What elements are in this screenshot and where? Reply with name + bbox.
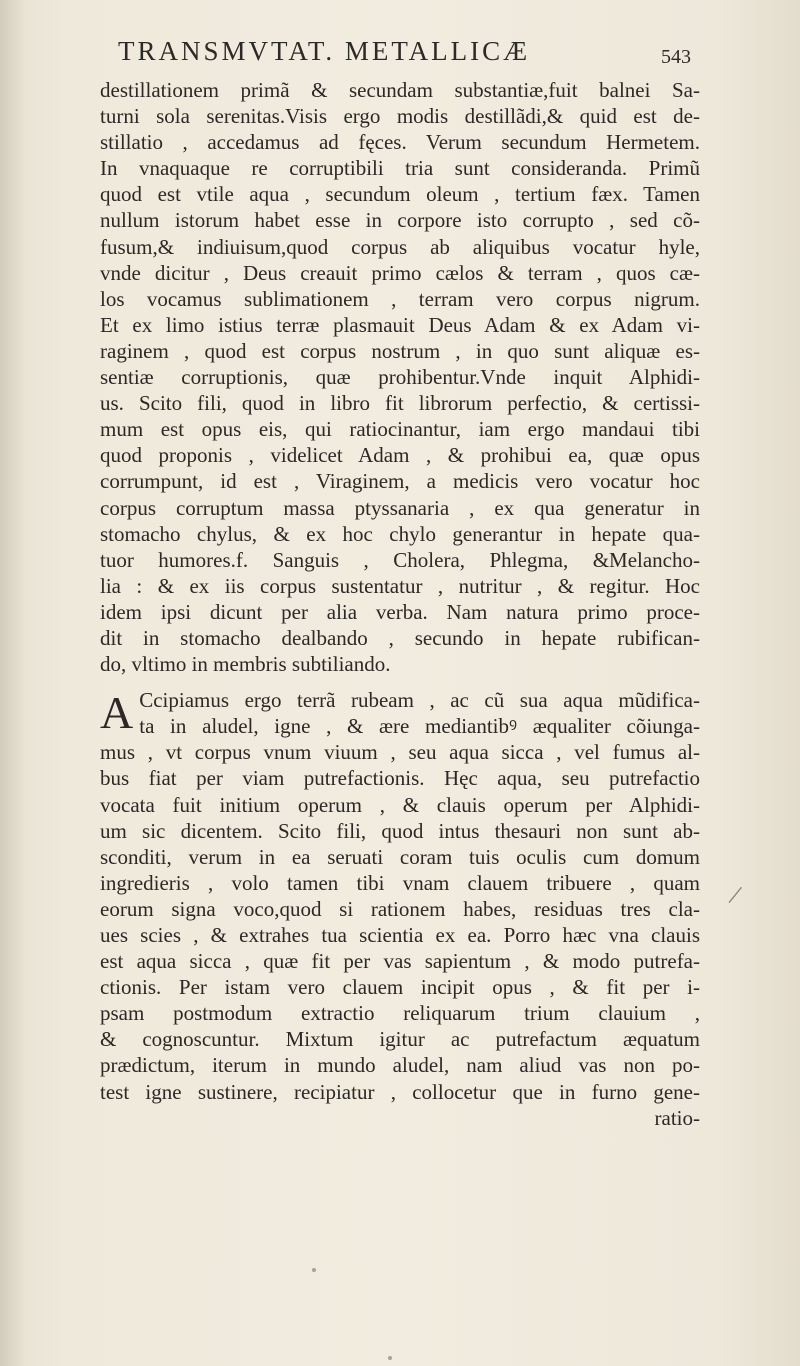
text-line: sentiæ corruptionis, quæ prohibentur.Vnde inquit Alphidi- bbox=[100, 365, 700, 390]
text-line: psam postmodum extractio reliquarum trium clauium , bbox=[100, 1001, 700, 1026]
text-line: turni sola serenitas.Visis ergo modis destillãdi,& quid est de- bbox=[100, 104, 700, 129]
text-line: Et ex limo istius terræ plasmauit Deus Adam & ex Adam vi- bbox=[100, 312, 700, 337]
text-line: ctionis. Per istam vero clauem incipit opus , & fit per i- bbox=[100, 975, 700, 1000]
paper-speck bbox=[388, 1356, 392, 1360]
text-line: dit in stomacho dealbando , secundo in hepate rubifican- bbox=[100, 625, 700, 650]
text-line: ues scies , & extrahes tua scientia ex ea. Porro hæc vna clauis bbox=[100, 923, 700, 947]
text-line: ta in aludel, igne , & ære mediantibꝰ æqualiter cõiunga- bbox=[139, 714, 700, 739]
text-line: corpus corruptum massa ptyssanaria , ex qua generatur in bbox=[100, 495, 700, 520]
catchword: ratio- bbox=[654, 1105, 700, 1130]
text-line: tuor humores.f. Sanguis , Cholera, Phlegma, &Melancho- bbox=[100, 547, 700, 572]
drop-initial: A bbox=[100, 687, 134, 739]
paper-speck bbox=[312, 1268, 316, 1272]
text-line: quod est vtile aqua , secundum oleum , tertium fæx. Tamen bbox=[100, 182, 700, 207]
running-title: TRANSMVTAT. METALLICÆ bbox=[118, 36, 531, 66]
text-line: corrumpunt, id est , Viraginem, a medicis vero vocatur hoc bbox=[100, 469, 700, 494]
margin-mark: / bbox=[726, 879, 745, 912]
text-line: eorum signa voco,quod si rationem habes, residuas tres cla- bbox=[100, 896, 700, 921]
text-line: est aqua sicca , quæ fit per vas sapientum , & modo putrefa- bbox=[100, 949, 700, 974]
text-line: ingredieris , volo tamen tibi vnam clauem tribuere , quam bbox=[100, 870, 700, 895]
text-line: um sic dicentem. Scito fili, quod intus thesauri non sunt ab- bbox=[100, 818, 700, 843]
text-line: raginem , quod est corpus nostrum , in quo sunt aliquæ es- bbox=[100, 338, 700, 363]
text-line: us. Scito fili, quod in libro fit librorum perfectio, & certissi- bbox=[100, 391, 700, 416]
text-line: Ccipiamus ergo terrã rubeam , ac cũ sua aqua mũdifica- bbox=[139, 688, 700, 713]
paragraph-gap bbox=[100, 677, 700, 687]
gutter-shadow bbox=[0, 0, 26, 1366]
text-line: & cognoscuntur. Mixtum igitur ac putrefactum æquatum bbox=[100, 1027, 700, 1052]
text-line: vocata fuit initium operum , & clauis operum per Alphidi- bbox=[100, 792, 700, 817]
text-line: prædictum, iterum in mundo aludel, nam aliud vas non po- bbox=[100, 1053, 700, 1078]
text-line: quod proponis , videlicet Adam , & prohibui ea, quæ opus bbox=[100, 443, 700, 468]
paragraph-1 bbox=[100, 77, 700, 677]
text-line: stomacho chylus, & ex hoc chylo generantur in hepate qua- bbox=[100, 521, 700, 546]
text-block bbox=[100, 77, 700, 1131]
text-line: bus fiat per viam putrefactionis. Hęc aqua, seu putrefactio bbox=[100, 766, 700, 791]
text-line: lia : & ex iis corpus sustentatur , nutritur , & regitur. Hoc bbox=[100, 573, 700, 598]
text-line: fusum,& indiuisum,quod corpus ab aliquibus vocatur hyle, bbox=[100, 234, 700, 259]
text-line: In vnaquaque re corruptibili tria sunt consideranda. Primũ bbox=[100, 156, 700, 181]
text-line: mus , vt corpus vnum viuum , seu aqua sicca , vel fumus al- bbox=[100, 740, 700, 765]
text-line: test igne sustinere, recipiatur , collocetur que in furno gene- bbox=[100, 1079, 700, 1104]
paragraph-2 bbox=[100, 687, 700, 1105]
text-line: nullum istorum habet esse in corpore isto corrupto , sed cõ- bbox=[100, 208, 700, 233]
running-head bbox=[0, 24, 800, 74]
text-line: mum est opus eis, qui ratiocinantur, iam ergo mandaui tibi bbox=[100, 417, 700, 442]
text-line: vnde dicitur , Deus creauit primo cælos & terram , quos cæ- bbox=[100, 260, 700, 285]
text-line: los vocamus sublimationem , terram vero corpus nigrum. bbox=[100, 286, 700, 311]
page-number: 543 bbox=[661, 46, 691, 68]
text-line: stillatio , accedamus ad fęces. Verum secundum Hermetem. bbox=[100, 130, 700, 155]
text-line: sconditi, verum in ea seruati coram tuis oculis cum domum bbox=[100, 844, 700, 869]
text-line: do, vltimo in membris subtiliando. bbox=[100, 652, 391, 677]
text-line: idem ipsi dicunt per alia verba. Nam natura primo proce- bbox=[100, 599, 700, 624]
text-line: destillationem primã & secundam substantiæ,fuit balnei Sa- bbox=[100, 78, 700, 102]
